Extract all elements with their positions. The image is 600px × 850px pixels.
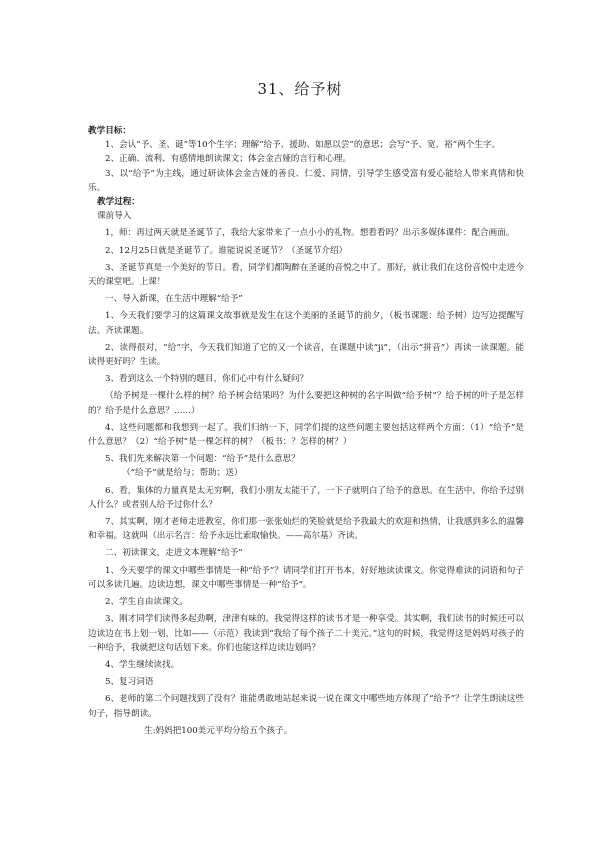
part2-item: 4、学生继续读找。 <box>105 659 180 670</box>
part1-item: 6、看，集体的力量真是太无穷啊，我们小朋友太能干了，一下子就明白了给予的意思。在生活中，你给予过别人什么？或者别人给予过你什么？ <box>88 485 524 510</box>
part1-answer: （“给予”就是给与；帮助；送） <box>122 468 243 479</box>
part1-item: 5、我们先来解决第一个问题：“给予”是什么意思？ <box>105 454 300 465</box>
goal-item: 1、会认“予、圣、诞”等10个生字；理解“给予、援助、如愿以尝”的意思；会写“予、宽、裕”两个生字。 <box>105 140 501 151</box>
part2-heading: 二、初读课文，走进文本理解“给予” <box>105 548 243 559</box>
part2-item: 1、今天要学的课文中哪些事情是一种“给予”？请同学们打开书本，好好地读读课文。你觉得难读的词语和句子可以多读几遍。边读边想，课文中哪些事情是一种“给予”。 <box>88 565 524 590</box>
part1-item: 2、读得很对，“给”字，今天我们知道了它的又一个读音，在课题中读“ji”，（出示“拼音”）再读一读课题。能读得更好吗？生读。 <box>88 342 524 368</box>
lesson-title: 31、给予树 <box>257 80 343 98</box>
part2-item: 2、学生自由读课文。 <box>105 597 188 608</box>
pre-item: 1，师：再过两天就是圣诞节了，我给大家带来了一点小小的礼物。想看看吗？出示多媒体课件：配合画面。 <box>105 228 515 239</box>
part1-questions: （给予树是一棵什么样的树？给予树会结果吗？为什么要把这种树的名字叫做“给予树”？给予树的叶子是怎样的？给予是什么意思？……） <box>88 391 524 416</box>
pre-heading: 课前导入 <box>97 211 132 222</box>
part6-item: 6、老师的第二个问题找到了没有？谁能勇敢地站起来说一说在课文中哪些地方体现了“给予”？让学生朗读这些句子，指导朗读。 <box>88 694 524 719</box>
goals-heading: 教学目标： <box>88 126 131 136</box>
part1-item: 4、这些问题都和我想到一起了。我们归纳一下，同学们提的这些问题主要包括这样两个方面：（1）“给予”是什么意思？（2）“给予树”是一棵怎样的树？（板书：？怎样的树？） <box>88 422 524 448</box>
process-heading: 教学过程： <box>97 197 140 208</box>
pre-item: 3、圣诞节真是一个美好的节日。看，同学们都陶醉在圣诞的音悦之中了。那好，就让我们在这份音悦中走进今天的课堂吧。上课！ <box>88 262 524 288</box>
part2-item: 3、刚才同学们读得多起劲啊，津津有味的。我觉得这样的读书才是一种享受。其实啊，我们读书的时候还可以边读边在书上划一划，比如——（示范）我读到“我给了每个孩子二十美元。”这句的时候，我觉得这是妈妈对孩子的一种给予，我就把这句话划下来。你们也能这样边读边划吗？ <box>88 614 524 653</box>
part1-item: 7、其实啊，刚才老师走进教室，你们那一张张灿烂的笑脸就是给予我最大的欢迎和热情，让我感到多么的温馨和幸福。这就叫（出示名言：给予永远比索取愉快。——高尔基）齐读。 <box>88 517 524 542</box>
goal-item: 3、以“给予”为主线，通过研读体会金吉娅的善良、仁爱、同情，引导学生感受富有爱心能给人带来真情和快乐。 <box>88 168 524 193</box>
lesson-body <box>88 124 524 738</box>
part1-item: 3、看到这么一个特别的题目，你们心中有什么疑问？ <box>105 374 309 385</box>
part6-answer: 生:妈妈把100美元平均分给五个孩子。 <box>144 725 293 736</box>
part1-heading: 一、导入新课，在生活中理解“给予” <box>105 294 243 305</box>
part5-heading: 5、复习词语 <box>105 677 154 688</box>
goal-item: 2、正确、流利、有感情地朗读课文；体会金吉娅的言行和心理。 <box>105 154 352 165</box>
pre-item: 2、12月25日就是圣诞节了。谁能说说圣诞节？（圣诞节介绍） <box>105 245 348 256</box>
part1-item: 1、今天我们要学习的这篇课文故事就是发生在这个美丽的圣诞节的前夕，（板书课题：给予树）边写边提醒写法。齐读课题。 <box>88 311 524 336</box>
